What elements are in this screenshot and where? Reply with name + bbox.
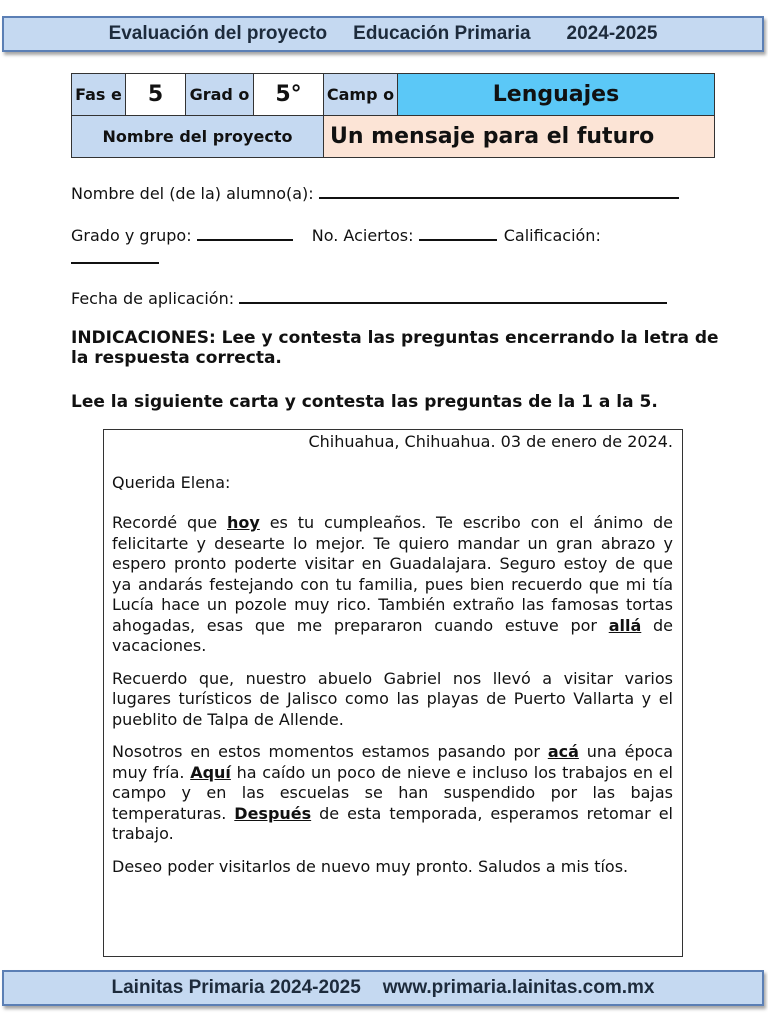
alumno-blank[interactable] xyxy=(319,181,679,199)
grado-grupo-label: Grado y grupo: xyxy=(71,226,192,245)
letter-box xyxy=(103,429,683,957)
grado-grupo-blank[interactable] xyxy=(197,223,293,241)
calificacion-blank[interactable] xyxy=(71,246,159,264)
word-alla: allá xyxy=(608,615,642,635)
p1-text-a: Recordé que xyxy=(112,513,228,532)
campo-label: Camp o xyxy=(324,74,398,116)
footer-banner xyxy=(2,970,764,1006)
project-info-table xyxy=(71,73,715,158)
aciertos-blank[interactable] xyxy=(419,223,497,241)
p3-text-d: de esta temporada, esperamos retomar el trabajo. xyxy=(112,803,674,843)
header-year: 2024-2025 xyxy=(566,23,658,44)
fase-value: 5 xyxy=(126,74,186,116)
word-aqui: Aquí xyxy=(190,762,231,782)
instructions-reading: Lee la siguiente carta y contesta las preguntas de la 1 a la 5. xyxy=(71,392,658,412)
grado-label: Grad o xyxy=(186,74,254,116)
p3-text-b: una época muy fría. xyxy=(112,742,673,782)
letter-paragraph-4: Deseo poder visitarlos de nuevo muy pronto. Saludos a mis tíos. xyxy=(112,856,629,876)
fase-label: Fas e xyxy=(72,74,126,116)
fecha-blank[interactable] xyxy=(239,286,667,304)
grado-grupo-field xyxy=(71,223,721,269)
alumno-field xyxy=(71,181,679,204)
aciertos-label: No. Aciertos: xyxy=(311,226,414,245)
header-banner xyxy=(2,16,764,52)
instructions-main: INDICACIONES: Lee y contesta las preguntas encerrando la letra de la respuesta correcta. xyxy=(71,328,719,368)
letter-date: Chihuahua, Chihuahua. 03 de enero de 2024. xyxy=(308,432,673,451)
calificacion-label: Calificación: xyxy=(503,226,601,245)
word-hoy: hoy xyxy=(227,513,260,532)
footer-url[interactable]: www.primaria.lainitas.com.mx xyxy=(382,977,655,998)
grado-value: 5° xyxy=(254,74,324,116)
header-title: Evaluación del proyecto xyxy=(108,23,328,44)
p1-text-c: de vacaciones. xyxy=(112,615,674,655)
word-aca: acá xyxy=(547,742,579,761)
letter-paragraph-1 xyxy=(112,513,673,657)
nombre-proyecto-value: Un mensaje para el futuro xyxy=(324,116,715,158)
footer-site-name: Lainitas Primaria 2024-2025 xyxy=(111,977,361,998)
header-level: Educación Primaria xyxy=(353,23,531,44)
fecha-field xyxy=(71,286,667,309)
p1-text-b: es tu cumpleaños. Te escribo con el ánimo de felicitarte y desearte lo mejor. Te quiero mandar un gran abrazo y espero pronto poderte visitar en Guadalajara. Seguro estoy de que ya andarás festejando con tu familia, pues bien recuerdo que mi tía Lucía hace un pozole muy rico. También extraño las famosas tortas ahogadas, esas que me prepararon cuando estuve por xyxy=(112,513,674,635)
p3-text-c: ha caído un poco de nieve e incluso los trabajos en el campo y en las escuelas se han suspendido por las bajas temperaturas. xyxy=(112,762,673,823)
campo-value: Lenguajes xyxy=(398,74,715,116)
letter-greeting: Querida Elena: xyxy=(112,472,231,492)
word-despues: Después xyxy=(234,803,312,823)
p3-text-a: Nosotros en estos momentos estamos pasando por xyxy=(112,742,548,761)
alumno-label: Nombre del (de la) alumno(a): xyxy=(71,184,314,203)
nombre-proyecto-label: Nombre del proyecto xyxy=(72,116,324,158)
fecha-label: Fecha de aplicación: xyxy=(71,289,235,308)
letter-paragraph-3 xyxy=(112,742,673,845)
letter-paragraph-2: Recuerdo que, nuestro abuelo Gabriel nos llevó a visitar varios lugares turísticos de Jalisco como las playas de Puerto Vallarta y el pueblito de Talpa de Allende. xyxy=(112,668,673,729)
